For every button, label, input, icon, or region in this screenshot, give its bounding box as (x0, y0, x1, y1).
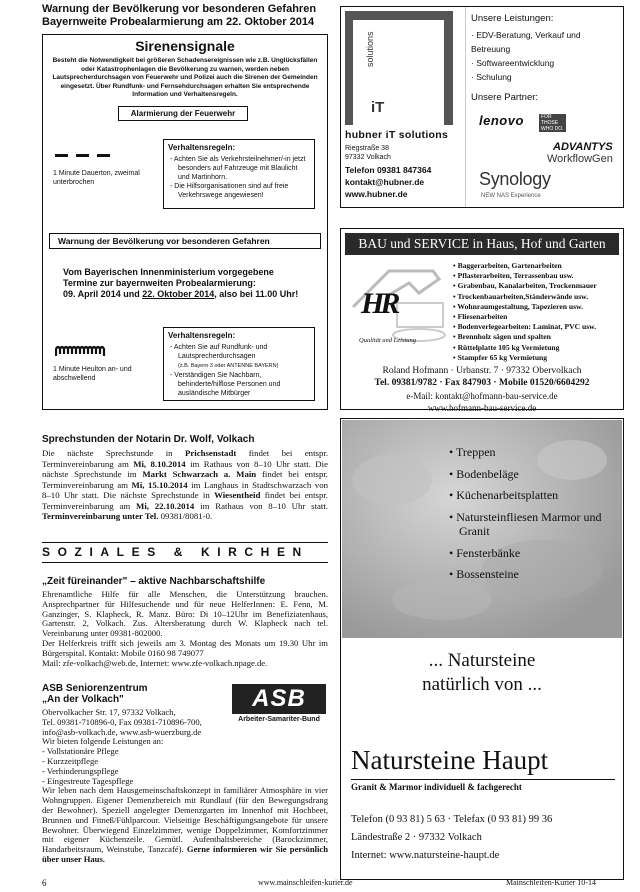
hubner-leistungen: Unsere Leistungen: · EDV-Beratung, Verkauf und Betreuung · Softwareentwicklung · Schulung Unsere Partner: (471, 13, 621, 104)
dauerton-signal-icon (55, 153, 115, 159)
article1-body: Ehrenamtliche Hilfe für alle Menschen, die Unterstützung brauchen. Ansprechpartner für Hilfesuchende und für neue HelferInnen: E. Fenn, M. Ganzinger, S. Klapheck, R. Manz. Büro: Di 10–12Uhr im Benefiziatenhaus, Gartenstr. 2, Volkach. Zus. Altersberatung durch W. Klapheck nach tel. Vereinbarung unter 09381-802000. Der Helferkreis trifft sich jeweils am 3. Montag des Monats um 19.30 Uhr im Bürgerspital. Kontakt: Mobile 0160 98 749077 Mail: zfe-volkach@web.de, Internet: www.zfe-volkach.npage.de. (42, 589, 328, 668)
signal1-desc: 1 Minute Dauerton, zweimal unterbrochen (53, 170, 140, 186)
ad-hofmann (340, 228, 624, 413)
termine-date-2: 22. Oktober 2014 (142, 289, 215, 299)
header-line-1: Warnung der Bevölkerung vor besonderen Gefahren (42, 3, 317, 15)
sirenen-intro: Besteht die Notwendigkeit bei größeren Schadensereignissen wie z.B. Unglücksfällen oder Katastrophenlagen die Bevölkerung zu warnen, werden neben Lautsprecherdurchsagen von Feuerwehr und Polizei auch die Sirenen der Gemeinden eingesetzt. Über Rundfunk- und Fernsehdurchsagen erhalten Sie entsprechende Information und Verhaltensregeln. (52, 57, 318, 98)
ad-natursteine-haupt (340, 418, 624, 880)
synology-logo: Synology (479, 169, 551, 189)
hofmann-contact: Roland Hofmann · Urbanstr. 7 · 97332 Obervolkach Tel. 09381/9782 · Fax 847903 · Mobile 01520/6604292 e-Mail: kontakt@hofmann-bau-service.de www.hofmann-bau-service.de (374, 366, 590, 413)
product-item: • Bossensteine (449, 567, 519, 581)
service-item: • Wohnraumgestaltung, Tapezieren usw. (453, 301, 584, 311)
advantys-logo: ADVANTYS (553, 141, 613, 153)
hofmann-banner: BAU und SERVICE in Haus, Hof und Garten (345, 233, 619, 255)
lenovo-logo: lenovo (479, 113, 524, 128)
leistung-item: · Schulung (471, 72, 512, 82)
haupt-contact: Telefon (0 93 81) 5 63 · Telefax (0 93 81) 99 36 Ländestraße 2 · 97332 Volkach Internet: www.natursteine-haupt.de (351, 814, 553, 861)
hofmann-tagline: Qualität und Leistung (359, 337, 417, 344)
haupt-brand: Natursteine Haupt (351, 745, 549, 775)
heulton-signal-icon (55, 344, 109, 358)
rules2-note: (z.B. Bayern 3 oder ANTENNE BAYERN) (178, 363, 279, 369)
product-item: • Treppen (449, 445, 496, 459)
haupt-slogan: ... Natursteine natürlich von ... (422, 650, 542, 695)
product-item: • Natursteinfliesen Marmor und Granit (449, 509, 602, 538)
art2-list-item: - Eingestreute Tagespflege (42, 775, 134, 786)
synology-sub: NEW NAS Experience (481, 193, 541, 199)
haupt-sub: Granit & Marmor individuell & fachgerecht (351, 782, 522, 792)
sirenen-box (42, 34, 328, 410)
service-item: • Pflasterarbeiten, Terrassenbau usw. (453, 271, 574, 281)
asb-logo: ASB Arbeiter-Samariter-Bund (232, 684, 326, 728)
art2-list-item: - Kurzzeitpflege (42, 755, 99, 766)
rules2-title: Verhaltensregeln: (168, 331, 236, 340)
article2-body: Obervolkacher Str. 17, 97332 Volkach, Tel. 09381-710896-0, Fax 09381-710896-700, info@asb-volkach.de, www.asb-wuerzburg.de Wir bieten folgende Leistungen an: - Vollstationäre Pflege - Kurzzeitpflege - Verhinderungspflege - Eingestreute Tagespflege Wir leben nach dem Hausgemeinschaftskonzept in familiärer Atmosphäre in vier Wohngruppen. Eigener Demenzbereich mit Rundlauf (für den Bewegungsdrang der Bewohner). Speziell angelegter Demenzgarten im Innenhof mit Hochbeet, Brunnen und Fitneß/Fühlparcour. Vielseitige Beschäftigungsangebote für unsere Bewohner. Überwiegend Einzelzimmer, wenige Doppelzimmer, Komfortzimmer mit eigener Küchenzeile. Gemütl. Aufenthaltsbereiche (Barockzimmer, Handarbeitsraum, Weinstube, Tanzcafé). Gerne informieren wir Sie persönlich über unser Haus. (42, 707, 329, 864)
leistung-item: · Softwareentwicklung (471, 58, 555, 68)
rules1-item: - Achten Sie als Verkehrsteilnehmer/-in jetzt besonders auf Fahrzeuge mit Blaulicht und Martinhorn. (178, 155, 310, 182)
rules1-list (168, 155, 310, 200)
header-line-2: Bayernweite Probealarmierung am 22. Oktober 2014 (42, 16, 315, 28)
hofmann-services (453, 261, 623, 363)
termine-date-1: 09. April 2014 und (63, 289, 143, 299)
service-item: • Rüttelplatte 105 kg Vermietung (453, 342, 560, 352)
footer-page-number: 6 (42, 878, 47, 888)
rules1-item: - Die Hilfsorganisationen sind auf freie Verkehrswege angewiesen! (178, 182, 310, 200)
service-item: • Trockenbauarbeiten,Ständerwände usw. (453, 291, 589, 301)
workflowgen-logo: WorkflowGen (547, 153, 613, 165)
service-item: • Bodenverlegearbeiten: Laminat, PVC usw. (453, 322, 597, 332)
haupt-products (449, 445, 621, 582)
product-item: • Bodenbeläge (449, 466, 519, 481)
rules2-box (163, 327, 315, 401)
service-item: • Fliesenarbeiten (453, 312, 508, 322)
haupt-brand-rule (351, 779, 615, 780)
art2-list-item: - Vollstationäre Pflege (42, 746, 119, 757)
service-item: • Brennholz sägen und spalten (453, 332, 551, 342)
section-rule-bottom (42, 562, 328, 563)
hubner-logo-frame (353, 11, 453, 125)
article2-title: ASB Seniorenzentrum „An der Volkach" (42, 683, 148, 705)
hubner-logo-bar (345, 11, 353, 125)
rules2-item-a: - Achten Sie auf Rundfunk- und Lautsprecherdurchsagen (z.B. Bayern 3 oder ANTENNE BAYERN) (178, 343, 310, 371)
rules1-title: Verhaltensregeln: (168, 143, 236, 152)
rules2-list (168, 343, 310, 398)
termine-block (63, 267, 323, 300)
termine-line-2: Termine zur bayernweiten Probealarmierung: (63, 278, 256, 288)
notarin-text: Die nächste Sprechstunde in Prichsenstadt findet bei entspr. Terminvereinbarung am Mi, 8.10.2014 im Rathaus von 8–10 Uhr statt. Die nächste Sprechstunde im Markt Schwarzach a. Main findet bei entspr. Terminvereinbarung am Mi, 15.10.2014 im Langhaus in Stadtschwarzach von 8–10 Uhr statt. Die nächste Sprechstunde in Wiesentheid findet bei entspr. Terminvereinbarung am Mi, 22.10.2014 im Rathaus von 8–10 Uhr statt. Terminvereinbarung unter Tel. 09381/8081-0. (42, 448, 329, 521)
footer-issue: Mainschleifen-Kurier 10-14 (506, 878, 596, 887)
rules1-box (163, 139, 315, 209)
sirenen-title: Sirenensignale (135, 38, 235, 54)
hubner-logo-text: solutions iT (365, 31, 385, 116)
service-item: • Baggerarbeiten, Gartenarbeiten (453, 261, 562, 270)
footer-url: www.mainschleifen-kurier.de (258, 878, 353, 887)
hofmann-logo-letters: HR (361, 287, 397, 320)
article1-title: „Zeit füreinander" – aktive Nachbarschaftshilfe (42, 576, 266, 587)
page-header (42, 3, 332, 29)
service-item: • Grabenbau, Kanalarbeiten, Trockenmauer (453, 281, 597, 291)
product-item: • Fensterbänke (449, 545, 521, 560)
feuerwehr-label: Alarmierung der Feuerwehr (118, 106, 248, 121)
hubner-divider (465, 7, 466, 207)
signal2-desc: 1 Minute Heulton an- und abschwellend (53, 366, 132, 382)
termine-dates (63, 289, 323, 300)
termine-date-3: , also bei 11.00 Uhr! (214, 289, 299, 299)
hofmann-logo (349, 263, 449, 349)
hubner-partners: lenovo FOR THOSE WHO DO. ADVANTYS WorkflowGen Synology NEW NAS Experience (479, 113, 613, 199)
section-rule-top (42, 542, 328, 543)
section-title: SOZIALES & KIRCHEN (42, 545, 309, 559)
rules2-item-b: - Verständigen Sie Nachbarn, behinderte/hilflose Personen und ausländische Mitbürger (178, 371, 310, 398)
hubner-contact: hubner iT solutions Riegstraße 38 97332 Volkach Telefon 09381 847364 kontakt@hubner.de www.hubner.de (345, 129, 449, 199)
leistung-item: · EDV-Beratung, Verkauf und Betreuung (471, 30, 581, 54)
ad-hubner (340, 6, 624, 208)
termine-line-1: Vom Bayerischen Innenministerium vorgegebene (63, 267, 274, 277)
product-item: • Küchenarbeitsplatten (449, 488, 559, 502)
art2-list-item: - Verhinderungspflege (42, 765, 119, 776)
service-item: • Stampfer 65 kg Vermietung (453, 352, 548, 362)
notarin-title: Sprechstunden der Notarin Dr. Wolf, Volkach (42, 434, 255, 445)
warnung-label: Warnung der Bevölkerung vor besonderen Gefahren (49, 233, 321, 249)
